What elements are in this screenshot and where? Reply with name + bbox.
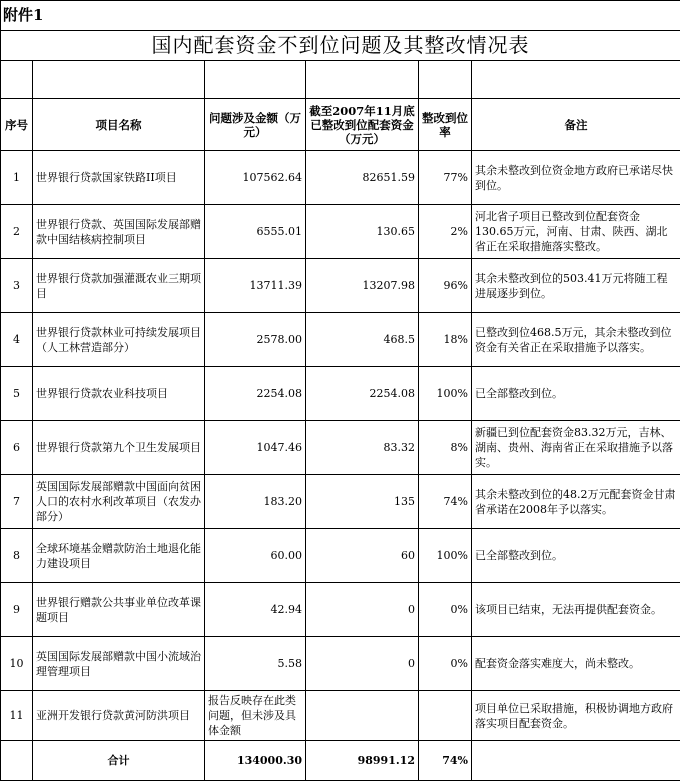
cell-name: 世界银行贷款农业科技项目	[33, 367, 205, 421]
col-header-note: 备注	[472, 99, 680, 151]
col-header-seq: 序号	[1, 99, 33, 151]
cell-rate: 100%	[419, 529, 472, 583]
cell-amount: 183.20	[205, 475, 306, 529]
cell-note: 配套资金落实难度大，尚未整改。	[472, 637, 680, 691]
total-amount: 134000.30	[205, 741, 306, 781]
cell-amount: 报告反映存在此类问题，但未涉及具体金额	[205, 691, 306, 741]
table-row	[1, 151, 680, 205]
cell-amount: 107562.64	[205, 151, 306, 205]
blank-cell	[33, 61, 205, 99]
cell-rectified: 83.32	[306, 421, 419, 475]
cell-note: 其余未整改到位的503.41万元将随工程进展逐步到位。	[472, 259, 680, 313]
table-row	[1, 529, 680, 583]
blank-row	[1, 61, 680, 99]
cell-rectified	[306, 691, 419, 741]
total-note-cell	[472, 741, 680, 781]
cell-amount: 13711.39	[205, 259, 306, 313]
col-header-rectified: 截至2007年11月底已整改到位配套资金（万元）	[306, 99, 419, 151]
cell-note: 已全部整改到位。	[472, 529, 680, 583]
cell-name: 英国国际发展部赠款中国小流域治理管理项目	[33, 637, 205, 691]
cell-seq: 7	[1, 475, 33, 529]
blank-cell	[472, 61, 680, 99]
cell-name: 世界银行贷款、英国国际发展部赠款中国结核病控制项目	[33, 205, 205, 259]
cell-seq: 1	[1, 151, 33, 205]
table-row	[1, 259, 680, 313]
cell-name: 世界银行贷款国家铁路II项目	[33, 151, 205, 205]
cell-amount: 42.94	[205, 583, 306, 637]
attachment-row	[1, 1, 680, 31]
cell-rate: 100%	[419, 367, 472, 421]
total-rate: 74%	[419, 741, 472, 781]
cell-name: 英国国际发展部赠款中国面向贫困人口的农村水利改革项目（农发办部分）	[33, 475, 205, 529]
col-header-rate: 整改到位率	[419, 99, 472, 151]
cell-rate: 96%	[419, 259, 472, 313]
cell-seq: 9	[1, 583, 33, 637]
cell-rate: 8%	[419, 421, 472, 475]
blank-cell	[1, 61, 33, 99]
attachment-label: 附件1	[1, 1, 680, 31]
cell-rate: 0%	[419, 583, 472, 637]
cell-rectified: 0	[306, 637, 419, 691]
page-title: 国内配套资金不到位问题及其整改情况表	[1, 31, 680, 61]
col-header-name: 项目名称	[33, 99, 205, 151]
blank-cell	[419, 61, 472, 99]
cell-rectified: 2254.08	[306, 367, 419, 421]
cell-rate: 2%	[419, 205, 472, 259]
cell-amount: 6555.01	[205, 205, 306, 259]
total-seq-cell	[1, 741, 33, 781]
table-row	[1, 421, 680, 475]
cell-rectified: 130.65	[306, 205, 419, 259]
cell-note: 其余未整改到位的48.2万元配套资金甘肃省承诺在2008年予以落实。	[472, 475, 680, 529]
blank-cell	[205, 61, 306, 99]
cell-amount: 5.58	[205, 637, 306, 691]
cell-note: 该项目已结束，无法再提供配套资金。	[472, 583, 680, 637]
table-row	[1, 637, 680, 691]
header-row	[1, 99, 680, 151]
cell-rectified: 468.5	[306, 313, 419, 367]
cell-name: 世界银行赠款公共事业单位改革课题项目	[33, 583, 205, 637]
total-row	[1, 741, 680, 781]
cell-name: 世界银行贷款第九个卫生发展项目	[33, 421, 205, 475]
cell-rate: 0%	[419, 637, 472, 691]
table-row	[1, 367, 680, 421]
table-row	[1, 583, 680, 637]
cell-rectified: 13207.98	[306, 259, 419, 313]
title-row	[1, 31, 680, 61]
cell-seq: 5	[1, 367, 33, 421]
cell-rate: 18%	[419, 313, 472, 367]
cell-note: 项目单位已采取措施，积极协调地方政府落实项目配套资金。	[472, 691, 680, 741]
total-label: 合计	[33, 741, 205, 781]
cell-note: 河北省子项目已整改到位配套资金130.65万元，河南、甘肃、陕西、湖北省正在采取措施落实整改。	[472, 205, 680, 259]
table-row	[1, 313, 680, 367]
cell-seq: 10	[1, 637, 33, 691]
cell-rectified: 82651.59	[306, 151, 419, 205]
cell-note: 已全部整改到位。	[472, 367, 680, 421]
cell-seq: 8	[1, 529, 33, 583]
cell-amount: 2578.00	[205, 313, 306, 367]
cell-name: 世界银行贷款林业可持续发展项目（人工林营造部分）	[33, 313, 205, 367]
cell-rate	[419, 691, 472, 741]
total-rectified: 98991.12	[306, 741, 419, 781]
cell-rate: 77%	[419, 151, 472, 205]
cell-rectified: 60	[306, 529, 419, 583]
col-header-amount: 问题涉及金额（万元）	[205, 99, 306, 151]
cell-name: 全球环境基金赠款防治土地退化能力建设项目	[33, 529, 205, 583]
cell-note: 已整改到位468.5万元，其余未整改到位资金有关省正在采取措施予以落实。	[472, 313, 680, 367]
cell-amount: 60.00	[205, 529, 306, 583]
cell-rectified: 0	[306, 583, 419, 637]
cell-rectified: 135	[306, 475, 419, 529]
blank-cell	[306, 61, 419, 99]
cell-seq: 6	[1, 421, 33, 475]
cell-note: 其余未整改到位资金地方政府已承诺尽快到位。	[472, 151, 680, 205]
cell-seq: 11	[1, 691, 33, 741]
cell-rate: 74%	[419, 475, 472, 529]
table-row	[1, 691, 680, 741]
cell-seq: 4	[1, 313, 33, 367]
cell-seq: 2	[1, 205, 33, 259]
cell-amount: 1047.46	[205, 421, 306, 475]
table-row	[1, 205, 680, 259]
cell-name: 世界银行贷款加强灌溉农业三期项目	[33, 259, 205, 313]
cell-amount: 2254.08	[205, 367, 306, 421]
data-rows	[1, 151, 680, 741]
cell-seq: 3	[1, 259, 33, 313]
cell-name: 亚洲开发银行贷款黄河防洪项目	[33, 691, 205, 741]
cell-note: 新疆已到位配套资金83.32万元，吉林、湖南、贵州、海南省正在采取措施予以落实。	[472, 421, 680, 475]
table-row	[1, 475, 680, 529]
